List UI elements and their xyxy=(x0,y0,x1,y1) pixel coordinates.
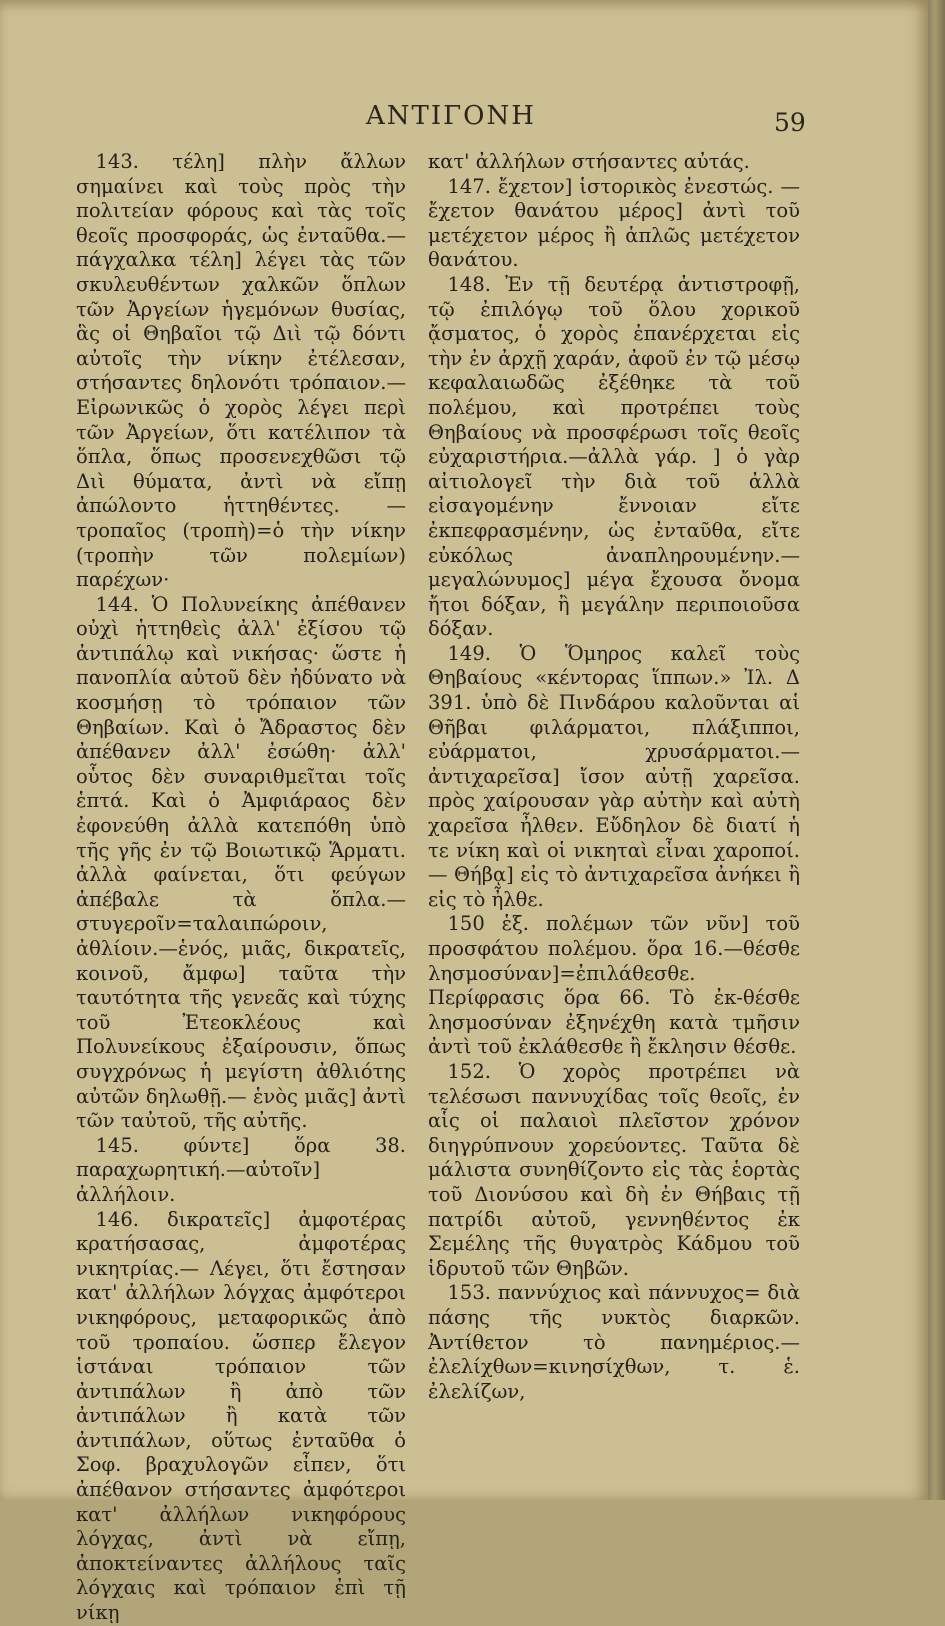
left-column xyxy=(76,150,406,1626)
commentary-paragraph xyxy=(428,273,800,642)
page-number: 59 xyxy=(774,108,806,137)
note-145: 145. φύντε] ὅρα 38. παραχωρητική.—αὐτοῖν] ἀλλήλοιν. xyxy=(76,1133,406,1206)
note-149: 149. Ὁ Ὅμηρος καλεῖ τοὺς Θηβαίους «κέντορας ἵππων.» Ἰλ. Δ 391. ὑπὸ δὲ Πινδάρου καλοῦνται αἱ Θῆβαι φιλάρματοι, πλάξιπποι, εὐάρματοι, χρυσάρματοι.— ἀντιχαρεῖσα] ἴσον αὐτῇ χαρεῖσα. πρὸς χαίρουσαν γὰρ αὐτὴν καὶ αὐτὴ χαρεῖσα ἦλθεν. Εὔδηλον δὲ διατί ἡ τε νίκη καὶ οἱ νικηταὶ εἶναι χαροποί. — Θήβᾳ] εἰς τὸ ἀντιχαρεῖσα ἀνήκει ἢ εἰς τὸ ἦλθε. xyxy=(428,641,800,911)
note-144: 144. Ὁ Πολυνείκης ἀπέθανεν οὐχὶ ἡττηθεὶς ἀλλ' ἐξίσου τῷ ἀντιπάλῳ καὶ νικήσας· ὥστε ἡ πανοπλία αὐτοῦ δὲν ἠδύνατο νὰ κοσμήσῃ τὸ τρόπαιον τῶν Θηβαίων. Καὶ ὁ Ἄδραστος δὲν ἀπέθανεν ἀλλ' ἐσώθη· ἀλλ' οὗτος δὲν συναριθμεῖται τοῖς ἑπτά. Καὶ ὁ Ἀμφιάραος δὲν ἐφονεύθη ἀλλὰ κατεπόθη ὑπὸ τῆς γῆς ἐν τῷ Βοιωτικῷ Ἅρματι. ἀλλὰ φαίνεται, ὅτι φεύγων ἀπέβαλε τὰ ὅπλα.— στυγεροῖν=ταλαιπώροιν, ἀθλίοιν.—ἑνός, μιᾶς, δικρατεῖς, κοινοῦ, ἄμφω] ταῦτα τὴν ταυτότητα τῆς γενεᾶς καὶ τύχης τοῦ Ἐτεοκλέους καὶ Πολυνείκους ἐξαίρουσιν, ὅπως συγχρόνως ἡ μεγίστη ἀθλιότης αὐτῶν δηλωθῇ.— ἑνὸς μιᾶς] ἀντὶ τῶν ταὐτοῦ, τῆς αὐτῆς. xyxy=(76,592,406,1133)
page-edge xyxy=(928,0,945,1500)
commentary-paragraph xyxy=(428,1060,800,1281)
note-148: 148. Ἐν τῇ δευτέρᾳ ἀντιστροφῇ, τῷ ἐπιλόγῳ τοῦ ὅλου χορικοῦ ᾄσματος, ὁ χορὸς ἐπανέρχεται εἰς τὴν ἐν ἀρχῇ χαράν, ἀφοῦ ἐν τῷ μέσῳ κεφαλαιωδῶς ἐξέθηκε τὰ τοῦ πολέμου, καὶ προτρέπει τοὺς Θηβαίους νὰ προσφέρωσι τοῖς θεοῖς εὐχαριστήρια.—ἀλλὰ γάρ. ] ὁ γὰρ αἰτιολογεῖ τὴν διὰ τοῦ ἀλλὰ εἰσαγομένην ἔννοιαν εἴτε ἐκπεφρασμένην, ὡς ἐνταῦθα, εἴτε εὐκόλως ἀναπληρουμένην.— μεγαλώνυμος] μέγα ἔχουσα ὄνομα ἤτοι δόξαν, ἢ μεγάλην περιποιοῦσα δόξαν. xyxy=(428,272,800,641)
note-153: 153. παννύχιος καὶ πάννυχος= διὰ πάσης τῆς νυκτὸς διαρκῶν. Ἀντίθετον τὸ πανημέριος.— ἐλελίχθων=κινησίχθων, τ. ἑ. ἐλελίζων, xyxy=(428,1281,800,1403)
right-column xyxy=(428,150,800,1404)
commentary-paragraph xyxy=(428,642,800,913)
commentary-paragraph xyxy=(76,150,406,593)
commentary-paragraph xyxy=(428,912,800,1060)
commentary-paragraph xyxy=(428,1281,800,1404)
note-146: 146. δικρατεῖς] ἀμφοτέρας κρατήσασας, ἀμφοτέρας νικητρίας.— Λέγει, ὅτι ἔστησαν κατ' ἀλλήλων λόγχας ἀμφότεροι νικηφόρους, μεταφορικῶς ἀπὸ τοῦ τροπαίου. ὥσπερ ἔλεγον ἱστάναι τρόπαιον τῶν ἀντιπάλων ἢ ἀπὸ τῶν ἀντιπάλων ἢ κατὰ τῶν ἀντιπάλων, οὕτως ἐνταῦθα ὁ Σοφ. βραχυλογῶν εἶπεν, ὅτι ἀπέθανον στήσαντες ἀμφότεροι κατ' ἀλλήλων νικηφόρους λόγχας, ἀντὶ νὰ εἴπῃ, ἀποκτείναντες ἀλλήλους ταῖς λόγχαις καὶ τρόπαιον ἐπὶ τῇ νίκῃ xyxy=(76,1207,406,1625)
commentary-paragraph xyxy=(428,150,800,175)
note-143: 143. τέλη] πλὴν ἄλλων σημαίνει καὶ τοὺς πρὸς τὴν πολιτείαν φόρους καὶ τὰς τοῖς θεοῖς προσφοράς, ὡς ἐνταῦθα.—πάγχαλκα τέλη] λέγει τὰς τῶν σκυλευθέντων χαλκῶν ὅπλων τῶν Ἀργείων ἡγεμόνων θυσίας, ἃς οἱ Θηβαῖοι τῷ Διὶ τῷ δόντι αὐτοῖς τὴν νίκην ἐτέλεσαν, στήσαντες δηλονότι τρόπαιον.—Εἰρωνικῶς ὁ χορὸς λέγει περὶ τῶν Ἀργείων, ὅτι κατέλιπον τὰ ὅπλα, ὅπως προσενεχθῶσι τῷ Διὶ θύματα, ἀντὶ νὰ εἴπῃ ἀπώλοντο ἡττηθέντες. — τροπαῖος (τροπὴ)=ὁ τὴν νίκην (τροπὴν τῶν πολεμίων) παρέχων· xyxy=(76,150,406,592)
commentary-paragraph xyxy=(76,1208,406,1626)
note-147: 147. ἔχετον] ἱστορικὸς ἐνεστώς. —ἔχετον θανάτου μέρος] ἀντὶ τοῦ μετέχετον μέρος ἢ ἁπλῶς μετέχετον θανάτου. xyxy=(428,174,800,272)
commentary-paragraph xyxy=(76,1134,406,1208)
note-150: 150 ἑξ. πολέμων τῶν νῦν] τοῦ προσφάτου πολέμου. ὅρα 16.—θέσθε λησμοσύναν]=ἐπιλάθεσθε. Περίφρασις ὅρα 66. Τὸ ἐκ-θέσθε λησμοσύναν ἐξηνέχθη κατὰ τμῆσιν ἀντὶ τοῦ ἐκλάθεσθε ἢ ἔκλησιν θέσθε. xyxy=(428,912,800,1059)
note-152: 152. Ὁ χορὸς προτρέπει νὰ τελέσωσι παννυχίδας τοῖς θεοῖς, ἐν αἷς οἱ παλαιοὶ πλεῖστον χρόνον διηγρύπνουν χορεύοντες. Ταῦτα δὲ μάλιστα συνηθίζοντο εἰς τὰς ἑορτὰς τοῦ Διονύσου καὶ δὴ ἐν Θήβαις τῇ πατρίδι αὐτοῦ, γεννηθέντος ἐκ Σεμέλης τῆς θυγατρὸς Κάδμου τοῦ ἱδρυτοῦ τῶν Θηβῶν. xyxy=(428,1059,800,1280)
commentary-paragraph xyxy=(428,175,800,273)
commentary-paragraph xyxy=(76,593,406,1134)
running-title: ΑΝΤΙΓΟΝΗ xyxy=(366,101,536,131)
note-146-continued: κατ' ἀλλήλων στήσαντες αὐτάς. xyxy=(428,150,750,173)
